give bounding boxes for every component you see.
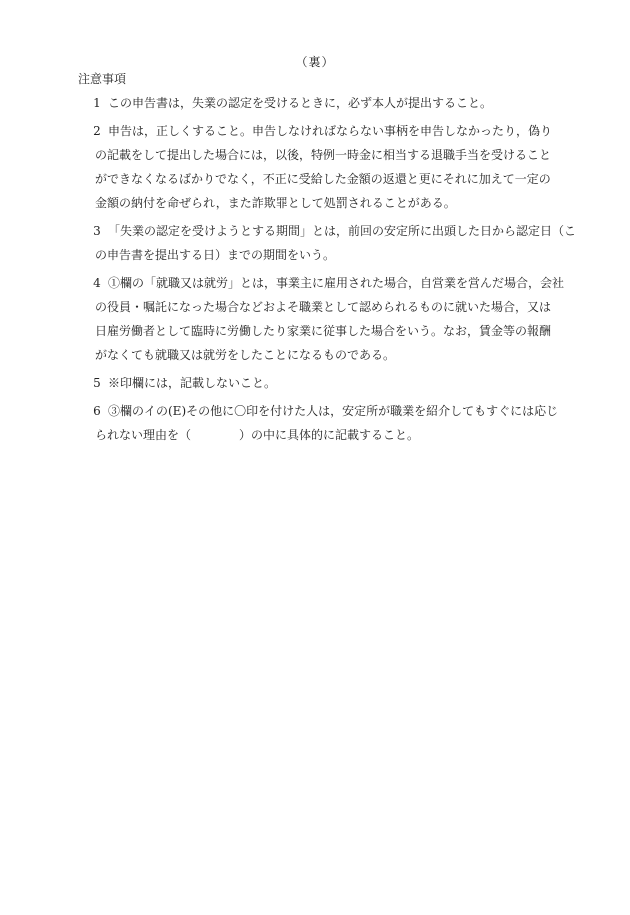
note-item <box>0 371 630 395</box>
note-line: の記載をして提出した場合には，以後，特例一時金に相当する退職手当を受けること <box>95 148 552 162</box>
note-line: の役員・嘱託になった場合などおよそ職業として認められるものに就いた場合，又は <box>95 300 552 314</box>
note-line: ※印欄には，記載しないこと。 <box>108 376 277 390</box>
note-number: 6 <box>93 404 101 418</box>
note-line: がなくても就職又は就労をしたことになるものである。 <box>95 348 396 362</box>
note-number: 4 <box>93 276 101 290</box>
note-item <box>0 399 630 447</box>
note-number: 2 <box>93 124 101 138</box>
page-header: （裏） <box>295 55 335 69</box>
note-line: この申告書は，失業の認定を受けるときに，必ず本人が提出すること。 <box>108 96 493 110</box>
note-line: ができなくなるばかりでなく，不正に受給した金額の返還と更にそれに加えて一定の <box>95 172 551 186</box>
note-line: 「失業の認定を受けようとする期間」とは，前回の安定所に出頭した日から認定日（こ <box>108 224 577 238</box>
note-item <box>0 219 630 267</box>
note-line: の申告書を提出する日）までの期間をいう。 <box>95 248 336 262</box>
page-title: 注意事項 <box>78 72 127 86</box>
note-line: ③欄のイの(E)その他に〇印を付けた人は，安定所が職業を紹介してもすぐには応じ <box>108 404 559 418</box>
note-number: 1 <box>93 96 101 110</box>
note-line: られない理由を（ ）の中に具体的に記載すること。 <box>95 428 420 442</box>
note-line: 金額の納付を命ぜられ，また詐欺罪として処罰されることがある。 <box>95 196 456 210</box>
note-item <box>0 119 630 215</box>
note-item <box>0 91 630 115</box>
note-item <box>0 271 630 367</box>
note-number: 5 <box>93 376 101 390</box>
note-line: ①欄の「就職又は就労」とは，事業主に雇用された場合，自営業を営んだ場合，会社 <box>108 276 565 290</box>
note-number: 3 <box>93 224 101 238</box>
note-line: 申告は，正しくすること。申告しなければならない事柄を申告しなかったり，偽り <box>108 124 553 138</box>
note-line: 日雇労働者として臨時に労働したり家業に従事した場合をいう。なお，賃金等の報酬 <box>95 324 552 338</box>
notes-list <box>0 91 630 447</box>
